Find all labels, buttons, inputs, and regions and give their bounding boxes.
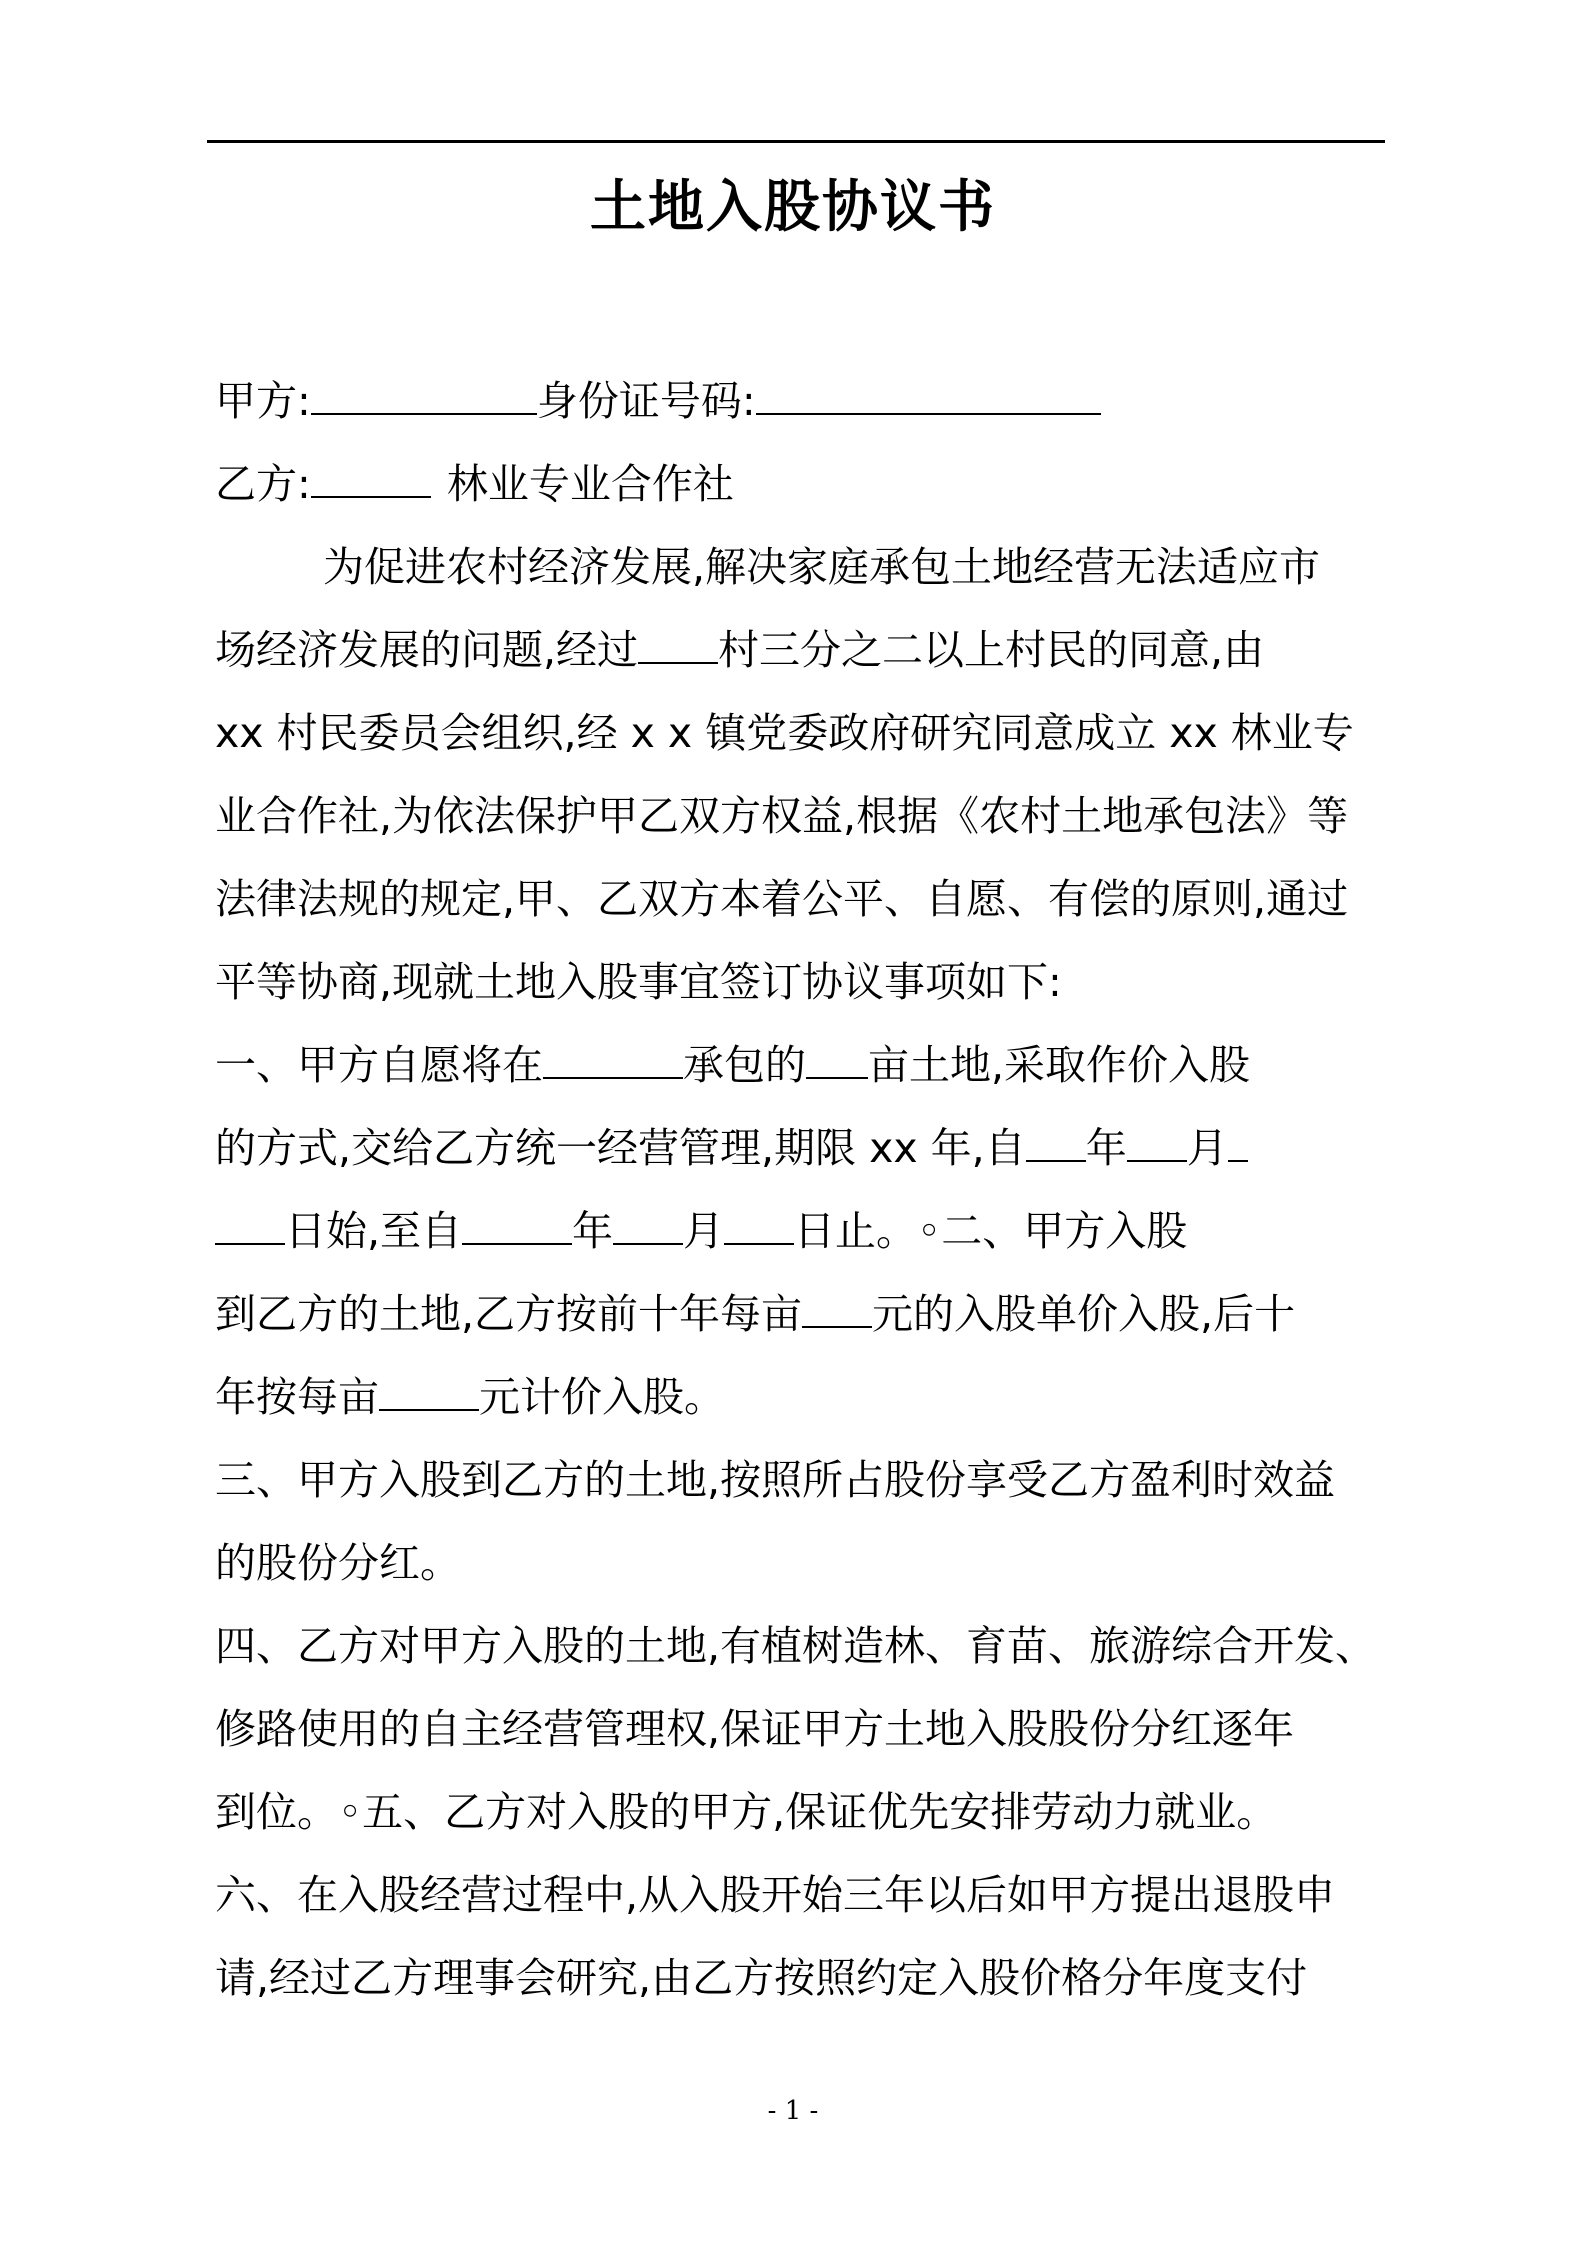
text-segment: 月: [1186, 1124, 1228, 1172]
paragraph-line: [215, 526, 1383, 609]
text-segment: 年按每亩: [215, 1373, 379, 1421]
text-segment: 亩土地,采取作价入股: [868, 1041, 1251, 1089]
paragraph-line: [215, 1937, 1383, 2020]
paragraph-line: [215, 1439, 1383, 1522]
village-blank[interactable]: [638, 622, 718, 664]
text-segment: 村三分之二以上村民的同意,由: [718, 626, 1265, 674]
party-a-line: [215, 360, 1383, 443]
paragraph-line: [215, 1771, 1383, 1854]
party-a-label: 甲方:: [215, 377, 311, 425]
start-day-blank-cont[interactable]: [215, 1203, 285, 1245]
paragraph-line: [215, 1854, 1383, 1937]
party-b-blank[interactable]: [311, 456, 431, 498]
paragraph-line: [215, 775, 1383, 858]
paragraph-line: [215, 941, 1383, 1024]
text-segment: 的股份分红。: [215, 1539, 461, 1587]
paragraph-line: [215, 1356, 1383, 1439]
party-b-line: [215, 443, 1383, 526]
document-title: 土地入股协议书: [590, 175, 996, 240]
text-segment: 六、在入股经营过程中,从入股开始三年以后如甲方提出退股申: [215, 1871, 1336, 1919]
text-segment: 四、乙方对甲方入股的土地,有植树造林、育苗、旅游综合开发、: [215, 1622, 1377, 1670]
party-b-label: 乙方:: [215, 460, 311, 508]
text-segment: 元的入股单价入股,后十: [872, 1290, 1296, 1338]
text-segment: 三、甲方入股到乙方的土地,按照所占股份享受乙方盈利时效益: [215, 1456, 1336, 1504]
second-price-blank[interactable]: [379, 1369, 479, 1411]
text-segment: 修路使用的自主经营管理权,保证甲方土地入股股份分红逐年: [215, 1705, 1295, 1753]
id-number-blank[interactable]: [756, 373, 1101, 415]
text-segment: 日止。◦二、甲方入股: [794, 1207, 1188, 1255]
paragraph-line: [215, 1273, 1383, 1356]
start-year-blank[interactable]: [1026, 1120, 1086, 1162]
text-segment: 元计价入股。: [479, 1373, 725, 1421]
text-segment: 为促进农村经济发展,解决家庭承包土地经营无法适应市: [323, 543, 1321, 591]
text-segment: 业合作社,为依法保护甲乙双方权益,根据《农村土地承包法》等: [215, 792, 1349, 840]
text-segment: 一、甲方自愿将在: [215, 1041, 543, 1089]
paragraph-line: [215, 1107, 1383, 1190]
location-blank[interactable]: [543, 1037, 683, 1079]
paragraph-line: [215, 1605, 1383, 1688]
end-month-blank[interactable]: [613, 1203, 683, 1245]
first-price-blank[interactable]: [802, 1286, 872, 1328]
paragraph-line: [215, 1688, 1383, 1771]
text-segment: 日始,至自: [285, 1207, 463, 1255]
paragraph-line: [215, 858, 1383, 941]
text-segment: 承包的: [683, 1041, 806, 1089]
end-year-blank[interactable]: [462, 1203, 572, 1245]
text-segment: 月: [683, 1207, 725, 1255]
text-segment: xx 村民委员会组织,经 x x 镇党委政府研究同意成立 xx 林业专: [215, 709, 1354, 757]
end-day-blank[interactable]: [724, 1203, 794, 1245]
id-number-label: 身份证号码:: [536, 377, 756, 425]
text-segment: 法律法规的规定,甲、乙双方本着公平、自愿、有偿的原则,通过: [215, 875, 1349, 923]
start-month-blank[interactable]: [1127, 1120, 1187, 1162]
page-number: - 1 -: [767, 2096, 819, 2126]
text-segment: 年: [1085, 1124, 1127, 1172]
text-segment: 平等协商,现就土地入股事宜签订协议事项如下:: [215, 958, 1062, 1006]
acreage-blank[interactable]: [806, 1037, 868, 1079]
party-a-blank[interactable]: [311, 373, 537, 415]
paragraph-line: [215, 692, 1383, 775]
start-day-blank[interactable]: [1228, 1120, 1248, 1162]
agreement-body: [215, 360, 1383, 2020]
paragraph-line: [215, 1024, 1383, 1107]
text-segment: 年: [572, 1207, 614, 1255]
paragraph-line: [215, 609, 1383, 692]
text-segment: 请,经过乙方理事会研究,由乙方按照约定入股价格分年度支付: [215, 1954, 1308, 2002]
party-b-name: 林业专业合作社: [446, 460, 734, 508]
paragraph-line: [215, 1190, 1383, 1273]
text-segment: 的方式,交给乙方统一经营管理,期限 xx 年,自: [215, 1124, 1026, 1172]
header-rule: [207, 140, 1385, 143]
text-segment: 到乙方的土地,乙方按前十年每亩: [215, 1290, 803, 1338]
paragraph-line: [215, 1522, 1383, 1605]
text-segment: 场经济发展的问题,经过: [215, 626, 639, 674]
text-segment: 到位。◦五、乙方对入股的甲方,保证优先安排劳动力就业。: [215, 1788, 1278, 1836]
